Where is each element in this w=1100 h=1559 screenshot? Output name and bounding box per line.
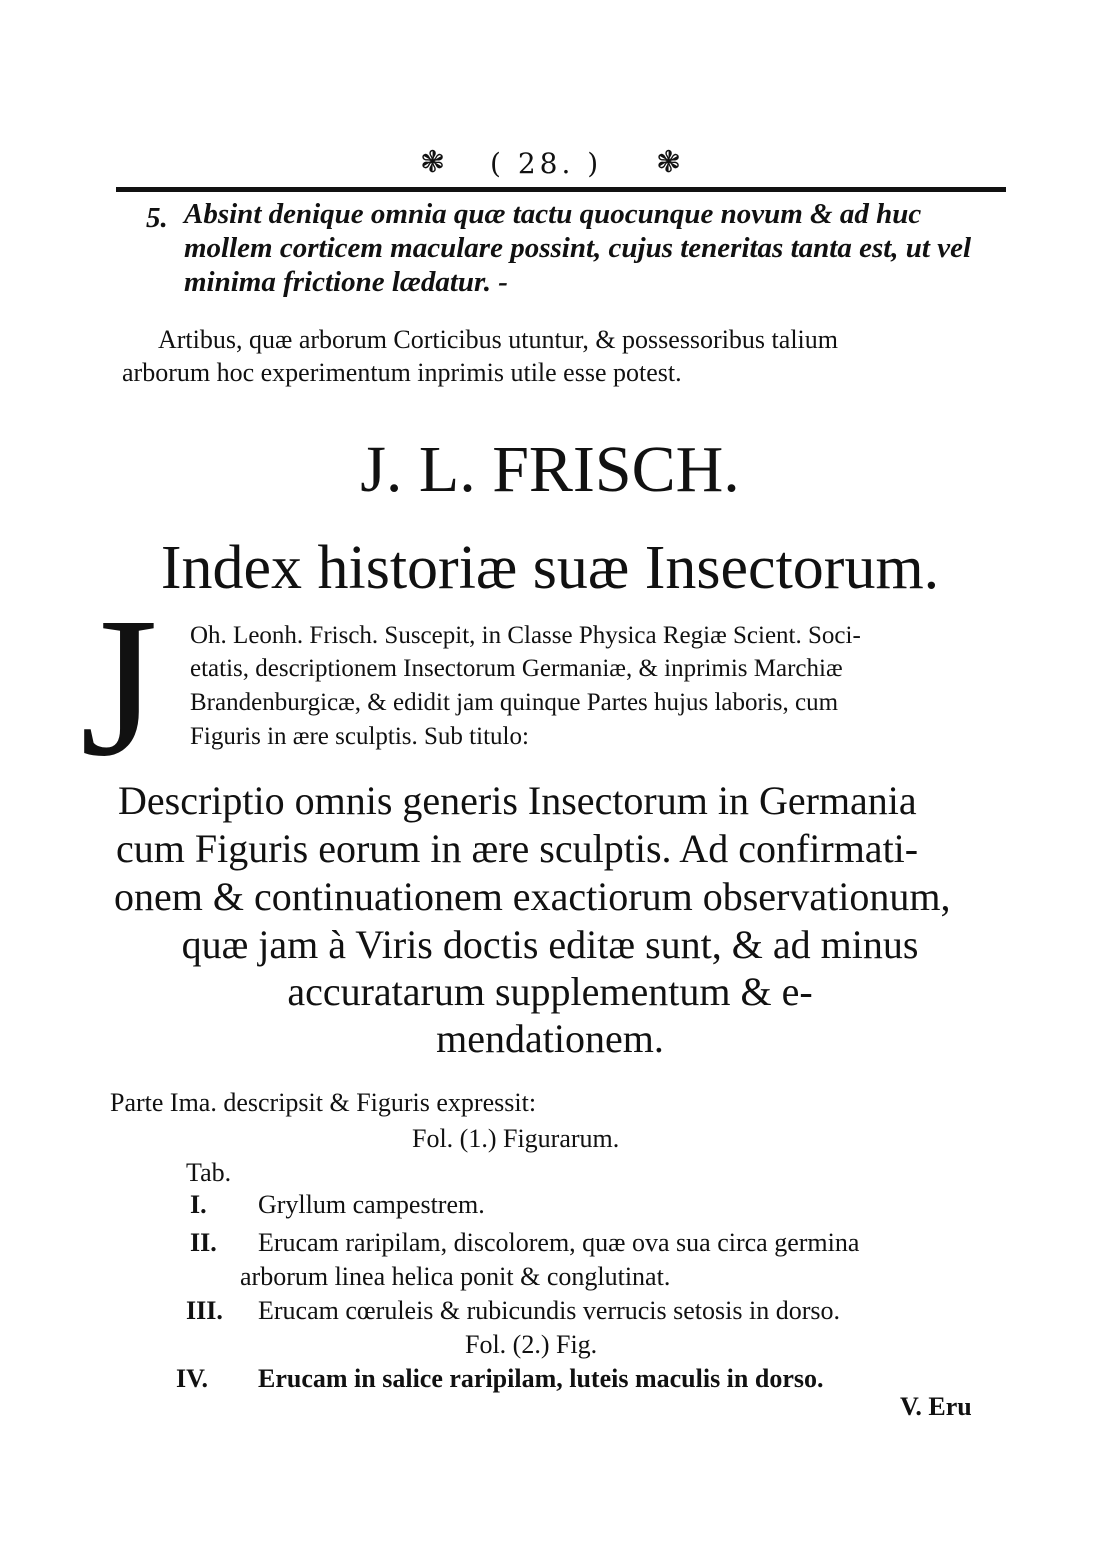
- subtitle-line: cum Figuris eorum in ære sculptis. Ad confirmati-: [116, 826, 919, 871]
- header-rule: [116, 187, 1006, 192]
- index-title: Index historiæ suæ Insectorum.: [160, 534, 940, 602]
- parte-line: Parte Ima. descripsit & Figuris expressit:: [110, 1088, 537, 1117]
- item-5-number: 5.: [146, 202, 168, 234]
- list-item-number: II.: [190, 1228, 217, 1257]
- subtitle-line: onem & continuationem exactiorum observationum,: [114, 874, 951, 919]
- item-5-line: Absint denique omnia quæ tactu quocunque novum & ad huc: [184, 198, 922, 230]
- list-item: Erucam raripilam, discolorem, quæ ova sua circa germina: [258, 1228, 860, 1257]
- tab-label: Tab.: [186, 1158, 232, 1187]
- folio-2: Fol. (2.) Fig.: [465, 1330, 598, 1359]
- drop-cap: J: [80, 577, 158, 798]
- list-item: Erucam in salice raripilam, luteis maculis in dorso.: [258, 1364, 824, 1393]
- intro-line: Oh. Leonh. Frisch. Suscepit, in Classe Physica Regiæ Scient. Soci-: [190, 622, 861, 649]
- subtitle-line: quæ jam à Viris doctis editæ sunt, & ad minus: [181, 922, 919, 967]
- subtitle-line: accuratarum supplementum & e-: [287, 969, 813, 1014]
- ornament-right-icon: ❃: [656, 145, 682, 180]
- ornament-left-icon: ❃: [420, 145, 446, 180]
- author-heading: J. L. FRISCH.: [360, 433, 740, 506]
- subtitle-line: mendationem.: [436, 1016, 664, 1061]
- catchword: V. Eru: [900, 1392, 972, 1421]
- page-number: ( 28. ): [490, 147, 603, 180]
- subtitle-line: Descriptio omnis generis Insectorum in Germania: [118, 778, 917, 823]
- item-5-line: minima frictione lædatur. -: [184, 266, 508, 298]
- intro-line: etatis, descriptionem Insectorum Germaniæ, & inprimis Marchiæ: [190, 655, 843, 682]
- intro-line: Figuris in ære sculptis. Sub titulo:: [190, 723, 529, 750]
- list-item-number: III.: [186, 1296, 223, 1325]
- page-header: [420, 143, 690, 187]
- list-item-number: IV.: [176, 1364, 209, 1393]
- list-item-number: I.: [190, 1190, 207, 1219]
- list-item: arborum linea helica ponit & conglutinat.: [240, 1262, 671, 1291]
- paragraph-line: Artibus, quæ arborum Corticibus utuntur, & possessoribus talium: [158, 325, 838, 354]
- paragraph-line: arborum hoc experimentum inprimis utile esse potest.: [122, 358, 682, 387]
- folio-1: Fol. (1.) Figurarum.: [412, 1124, 620, 1153]
- intro-line: Brandenburgicæ, & edidit jam quinque Partes hujus laboris, cum: [190, 689, 839, 716]
- list-item: Gryllum campestrem.: [258, 1190, 485, 1219]
- list-item: Erucam cœruleis & rubicundis verrucis setosis in dorso.: [258, 1296, 840, 1325]
- item-5-line: mollem corticem maculare possint, cujus teneritas tanta est, ut vel: [184, 232, 972, 264]
